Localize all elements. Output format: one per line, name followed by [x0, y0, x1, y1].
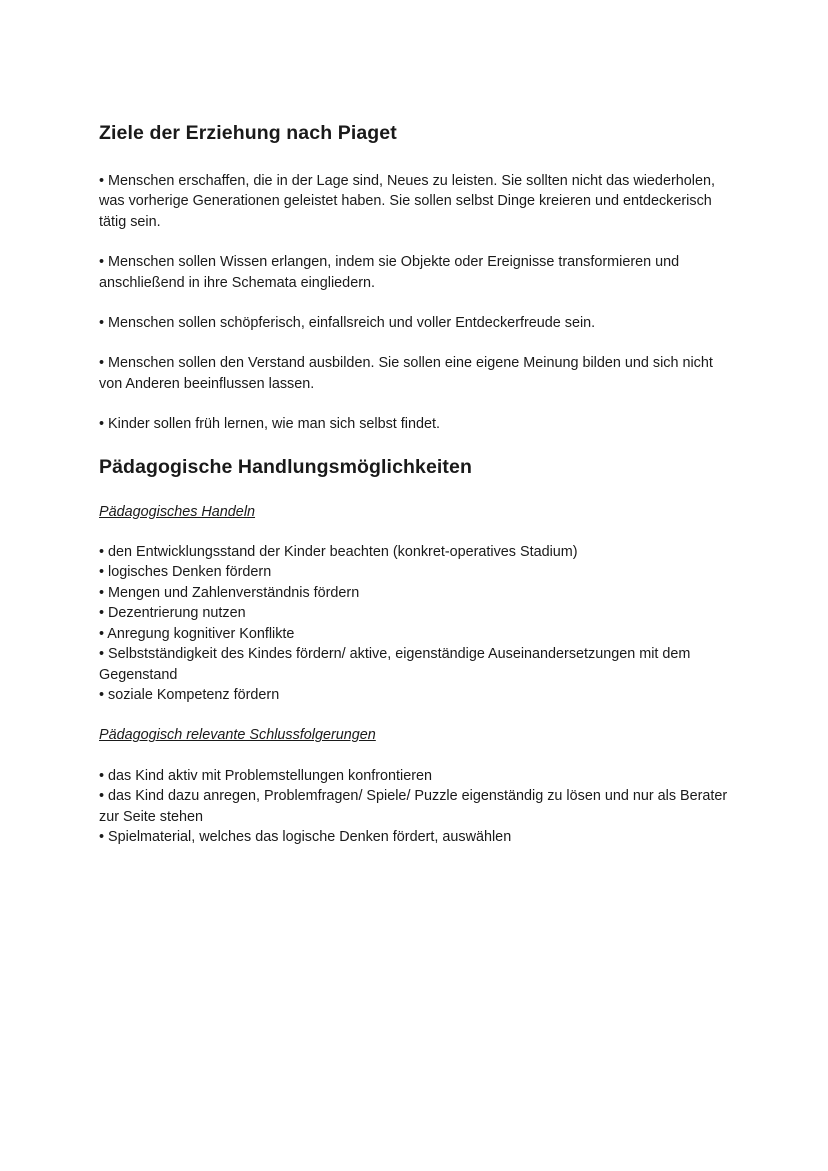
subheading-conclusions: Pädagogisch relevante Schlussfolgerungen — [99, 727, 376, 744]
pedagogical-action-list — [99, 542, 739, 705]
list-item: • logisches Denken fördern — [99, 564, 272, 581]
list-item: • Mengen und Zahlenverständnis fördern — [99, 584, 360, 601]
goal-paragraph: • Menschen sollen schöpferisch, einfallsreich und voller Entdeckerfreude sein. — [99, 315, 596, 332]
list-item: • soziale Kompetenz fördern — [99, 686, 280, 703]
section-heading-actions: Pädagogische Handlungsmöglichkeiten — [99, 455, 472, 478]
list-item: • Dezentrierung nutzen — [99, 605, 246, 622]
goal-paragraph: • Kinder sollen früh lernen, wie man sich selbst findet. — [99, 416, 440, 433]
list-item: • Anregung kognitiver Konflikte — [99, 625, 295, 642]
goal-paragraph: • Menschen sollen den Verstand ausbilden. Sie sollen eine eigene Meinung bilden und sich nicht von Anderen beeinflussen lassen. — [99, 355, 713, 392]
goal-paragraph: • Menschen sollen Wissen erlangen, indem sie Objekte oder Ereignisse transformieren und anschließend in ihre Schemata eingliedern. — [99, 254, 680, 291]
list-item: • den Entwicklungsstand der Kinder beachten (konkret-operatives Stadium) — [99, 544, 578, 561]
list-item: • das Kind dazu anregen, Problemfragen/ Spiele/ Puzzle eigenständig zu lösen und nur als Berater zur Seite stehen — [99, 788, 728, 825]
document-page — [99, 118, 739, 847]
conclusions-list — [99, 766, 739, 848]
list-item: • Spielmaterial, welches das logische Denken fördert, auswählen — [99, 828, 512, 845]
list-item: • das Kind aktiv mit Problemstellungen konfrontieren — [99, 767, 432, 784]
section-heading-goals: Ziele der Erziehung nach Piaget — [99, 122, 397, 144]
goal-paragraph: • Menschen erschaffen, die in der Lage sind, Neues zu leisten. Sie sollten nicht das wiederholen, was vorherige Generationen geleistet haben. Sie sollen selbst Dinge kreieren und entdeckerisch tätig sein. — [99, 173, 715, 230]
list-item: • Selbstständigkeit des Kindes fördern/ aktive, eigenständige Auseinandersetzungen mit dem Gegenstand — [99, 646, 691, 683]
subheading-pedagogical-action: Pädagogisches Handeln — [99, 503, 256, 520]
